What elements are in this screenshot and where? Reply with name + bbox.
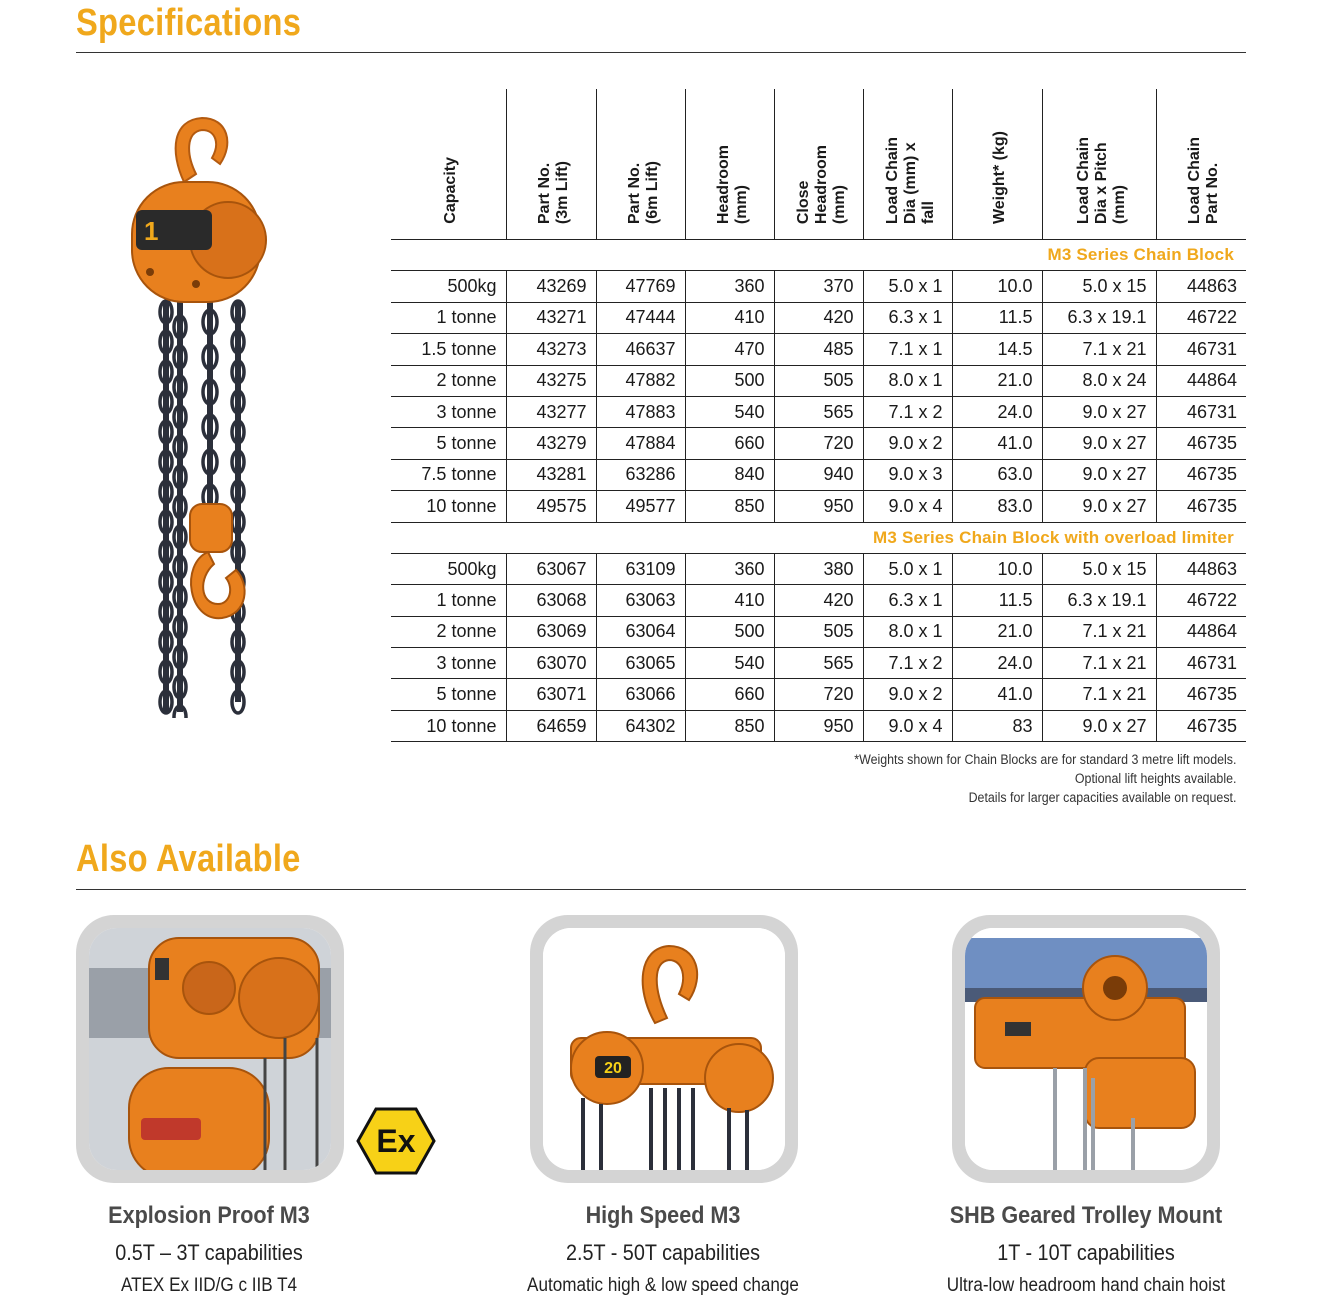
product-description: Automatic high & low speed change [527,1275,799,1296]
table-cell: 660 [685,428,774,459]
table-body [391,240,1246,742]
product-capabilities: 2.5T - 50T capabilities [565,1240,761,1265]
high-speed-plate-label: 20 [604,1060,622,1077]
table-cell: 7.1 x 21 [1042,679,1156,710]
header-load-chain-pitch [1042,89,1156,240]
table-cell: 9.0 x 3 [863,459,952,490]
table-cell: 540 [685,648,774,679]
footnote-weights: *Weights shown for Chain Blocks are for standard 3 metre lift models. [853,752,1236,767]
table-cell: 1 tonne [391,302,506,333]
header-label: Close Headroom (mm) [794,144,848,224]
table-cell: 1.5 tonne [391,334,506,365]
table-cell: 47769 [596,271,685,302]
table-cell: 850 [685,491,774,522]
footnote-larger-capacities: Details for larger capacities available on request. [968,790,1236,805]
table-cell: 565 [774,396,863,427]
table-cell: 500 [685,365,774,396]
table-row [391,491,1246,522]
table-cell: 7.1 x 2 [863,396,952,427]
table-row [391,459,1246,490]
table-cell: 11.5 [952,585,1042,616]
table-row [391,365,1246,396]
product-explosion-proof [0,1198,419,1300]
table-cell: 63067 [506,553,596,584]
header-label: Capacity [442,157,460,224]
table-cell: 11.5 [952,302,1042,333]
table-cell: 2 tonne [391,616,506,647]
table-cell: 660 [685,679,774,710]
table-cell: 63065 [596,648,685,679]
table-cell: 5 tonne [391,679,506,710]
table-cell: 63071 [506,679,596,710]
header-load-chain-fall [863,89,952,240]
table-cell: 24.0 [952,396,1042,427]
table-cell: 950 [774,710,863,741]
table-cell: 63064 [596,616,685,647]
table-cell: 2 tonne [391,365,506,396]
table-cell: 63286 [596,459,685,490]
table-cell: 46731 [1156,334,1246,365]
table-cell: 500kg [391,271,506,302]
table-cell: 63070 [506,648,596,679]
table-cell: 3 tonne [391,648,506,679]
header-label: Part No. (6m Lift) [625,160,661,224]
table-cell: 46722 [1156,302,1246,333]
table-cell: 63109 [596,553,685,584]
explosion-proof-image-card [76,915,344,1183]
table-cell: 47884 [596,428,685,459]
product-trolley-mount [876,1198,1296,1300]
table-cell: 43275 [506,365,596,396]
table-row [391,585,1246,616]
table-cell: 3 tonne [391,396,506,427]
table-cell: 83 [952,710,1042,741]
table-cell: 7.1 x 21 [1042,616,1156,647]
table-cell: 46735 [1156,679,1246,710]
table-cell: 9.0 x 4 [863,710,952,741]
table-cell: 47883 [596,396,685,427]
table-cell: 7.1 x 21 [1042,648,1156,679]
table-cell: 9.0 x 27 [1042,491,1156,522]
product-high-speed [453,1198,873,1300]
table-cell: 5.0 x 15 [1042,271,1156,302]
header-part-no-3m [506,89,596,240]
table-cell: 64302 [596,710,685,741]
table-cell: 43281 [506,459,596,490]
product-description: ATEX Ex IID/G c IIB T4 [120,1275,298,1296]
group-header-row [391,240,1246,271]
table-cell: 850 [685,710,774,741]
also-available-heading: Also Available [76,838,301,880]
table-cell: 46735 [1156,428,1246,459]
table-row [391,396,1246,427]
hoist-plate-label: 1 [144,216,159,246]
table-row [391,302,1246,333]
table-cell: 10.0 [952,553,1042,584]
table-cell: 43271 [506,302,596,333]
table-cell: 7.1 x 1 [863,334,952,365]
table-row [391,428,1246,459]
ex-mark-icon [356,1107,436,1175]
table-cell: 8.0 x 1 [863,365,952,396]
table-cell: 63066 [596,679,685,710]
table-cell: 6.3 x 1 [863,585,952,616]
table-cell: 44863 [1156,271,1246,302]
table-cell: 46731 [1156,396,1246,427]
table-cell: 565 [774,648,863,679]
table-cell: 64659 [506,710,596,741]
table-cell: 41.0 [952,428,1042,459]
table-cell: 21.0 [952,616,1042,647]
explosion-proof-image [89,928,331,1170]
footnote-lift-heights: Optional lift heights available. [1074,771,1236,786]
table-cell: 5 tonne [391,428,506,459]
table-cell: 46735 [1156,710,1246,741]
header-label: Load Chain Dia (mm) x fall [883,136,937,224]
table-cell: 9.0 x 27 [1042,428,1156,459]
table-cell: 6.3 x 1 [863,302,952,333]
group-header-row [391,522,1246,553]
product-description: Ultra-low headroom hand chain hoist [946,1275,1226,1296]
product-capabilities: 1T - 10T capabilities [997,1240,1175,1265]
table-cell: 47882 [596,365,685,396]
table-cell: 410 [685,302,774,333]
table-cell: 46731 [1156,648,1246,679]
table-cell: 500 [685,616,774,647]
table-cell: 44864 [1156,616,1246,647]
table-cell: 950 [774,491,863,522]
table-cell: 420 [774,585,863,616]
table-cell: 5.0 x 1 [863,271,952,302]
product-name: SHB Geared Trolley Mount [949,1202,1223,1229]
table-cell: 5.0 x 15 [1042,553,1156,584]
table-cell: 6.3 x 19.1 [1042,302,1156,333]
table-cell: 9.0 x 27 [1042,710,1156,741]
table-row [391,271,1246,302]
product-name: High Speed M3 [585,1202,741,1229]
table-row [391,648,1246,679]
table-row [391,553,1246,584]
header-headroom [685,89,774,240]
table-cell: 46722 [1156,585,1246,616]
chain-block-image [110,112,290,718]
table-cell: 940 [774,459,863,490]
also-available-divider [76,889,1246,890]
table-cell: 9.0 x 4 [863,491,952,522]
table-cell: 505 [774,616,863,647]
table-cell: 49575 [506,491,596,522]
table-cell: 49577 [596,491,685,522]
product-capabilities: 0.5T – 3T capabilities [115,1240,303,1265]
table-cell: 10 tonne [391,491,506,522]
table-cell: 63063 [596,585,685,616]
table-cell: 7.1 x 2 [863,648,952,679]
table-cell: 10.0 [952,271,1042,302]
header-label: Load Chain Dia x Pitch (mm) [1075,136,1128,224]
table-cell: 63068 [506,585,596,616]
header-capacity [391,89,506,240]
table-cell: 540 [685,396,774,427]
header-close-headroom [774,89,863,240]
table-cell: 7.1 x 21 [1042,334,1156,365]
table-cell: 720 [774,679,863,710]
table-cell: 9.0 x 2 [863,428,952,459]
group-title: M3 Series Chain Block [391,240,1246,271]
table-cell: 46735 [1156,491,1246,522]
table-cell: 43277 [506,396,596,427]
table-cell: 410 [685,585,774,616]
trolley-mount-image [965,928,1207,1170]
table-cell: 9.0 x 2 [863,679,952,710]
trolley-mount-image-card [952,915,1220,1183]
table-row [391,679,1246,710]
ex-mark-label: Ex [376,1123,416,1159]
table-row [391,334,1246,365]
table-cell: 14.5 [952,334,1042,365]
specifications-table [391,89,1246,742]
table-cell: 500kg [391,553,506,584]
table-cell: 10 tonne [391,710,506,741]
table-cell: 370 [774,271,863,302]
table-cell: 9.0 x 27 [1042,459,1156,490]
table-cell: 44864 [1156,365,1246,396]
table-cell: 43273 [506,334,596,365]
table-cell: 83.0 [952,491,1042,522]
table-cell: 420 [774,302,863,333]
table-cell: 8.0 x 1 [863,616,952,647]
table-row [391,710,1246,741]
high-speed-image [543,928,785,1170]
table-cell: 360 [685,271,774,302]
table-row [391,616,1246,647]
table-cell: 1 tonne [391,585,506,616]
table-cell: 8.0 x 24 [1042,365,1156,396]
table-cell: 505 [774,365,863,396]
table-cell: 360 [685,553,774,584]
table-cell: 720 [774,428,863,459]
table-cell: 840 [685,459,774,490]
table-cell: 63.0 [952,459,1042,490]
table-cell: 63069 [506,616,596,647]
high-speed-image-card [530,915,798,1183]
header-label: Load Chain Part No. [1186,136,1222,224]
table-cell: 47444 [596,302,685,333]
group-title: M3 Series Chain Block with overload limiter [391,522,1246,553]
table-cell: 6.3 x 19.1 [1042,585,1156,616]
table-cell: 43279 [506,428,596,459]
header-label: Part No. (3m Lift) [536,160,571,224]
header-part-no-6m [596,89,685,240]
table-cell: 43269 [506,271,596,302]
product-name: Explosion Proof M3 [108,1202,310,1229]
table-cell: 24.0 [952,648,1042,679]
header-label: Headroom (mm) [714,144,750,224]
table-cell: 44863 [1156,553,1246,584]
table-header-row [391,89,1246,240]
table-cell: 9.0 x 27 [1042,396,1156,427]
specifications-heading: Specifications [76,2,302,44]
header-load-chain-part-no [1156,89,1246,240]
table-cell: 7.5 tonne [391,459,506,490]
table-cell: 470 [685,334,774,365]
header-label: Weight* (kg) [991,130,1008,224]
table-cell: 21.0 [952,365,1042,396]
table-cell: 485 [774,334,863,365]
table-cell: 46637 [596,334,685,365]
header-weight [952,89,1042,240]
specifications-divider [76,52,1246,53]
table-cell: 41.0 [952,679,1042,710]
table-cell: 380 [774,553,863,584]
table-cell: 5.0 x 1 [863,553,952,584]
table-footnotes [821,750,1236,807]
table-cell: 46735 [1156,459,1246,490]
